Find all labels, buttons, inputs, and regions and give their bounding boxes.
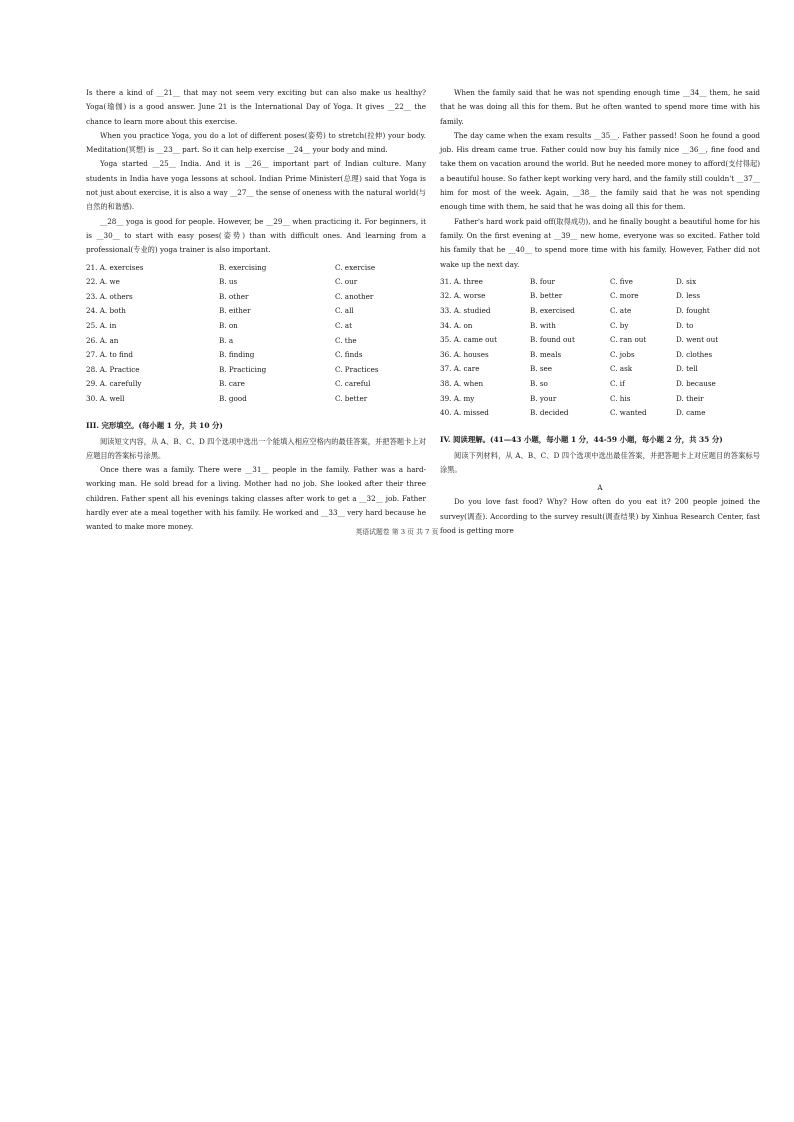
option-row (86, 348, 426, 363)
option-row (440, 304, 760, 319)
option-b: B. us (219, 277, 238, 287)
section-3-instructions: 阅读短文内容，从 A、B、C、D 四个选项中选出一个能填入相应空格内的最佳答案，并把答题卡上对应题目的答案标号涂黑。 (86, 436, 426, 460)
option-row (86, 304, 426, 319)
option-row (440, 348, 760, 363)
option-c: C. five (610, 276, 633, 286)
option-b: B. four (530, 276, 555, 286)
right-column (440, 86, 760, 538)
option-a: 26. A. an (86, 335, 119, 345)
option-a: 39. A. my (440, 393, 475, 403)
option-b: B. found out (530, 335, 575, 345)
option-a: 34. A. on (440, 320, 473, 330)
option-row (86, 275, 426, 290)
option-row (440, 392, 760, 407)
option-c: C. all (335, 306, 354, 316)
option-c: C. exercise (335, 262, 376, 272)
option-c: C. jobs (610, 349, 635, 359)
option-c: C. another (335, 291, 374, 301)
option-c: C. better (335, 393, 368, 403)
option-d: D. went out (676, 335, 719, 345)
option-d: D. fought (676, 306, 710, 316)
yoga-paragraph-1: Is there a kind of __21__ that may not seem very exciting but can also make us healthy? Yoga(瑜伽) is a good answer. June 21 is the International Day of Yoga. It gives __22__ the chance to learn more about this exercise. (86, 88, 426, 126)
option-b: B. care (219, 379, 245, 389)
option-b: B. finding (219, 350, 255, 360)
option-b: B. a (219, 335, 234, 345)
option-b: B. so (530, 379, 548, 389)
option-b: B. see (530, 364, 553, 374)
option-c: C. more (610, 291, 639, 301)
option-c: C. Practices (335, 364, 379, 374)
option-a: 24. A. both (86, 306, 126, 316)
options-31-40 (440, 275, 760, 421)
family-paragraph-3: The day came when the exam results __35__. Father passed! Soon he found a good job. His dream came true. Father could now buy his family nice __36__, fine food and take them on vacation around the world. But he needed more money to afford(支付得起) a beautiful house. So father kept working very hard, and the family still couldn't __37__ him for most of the week. Again, __38__ the family said that he was not spending enough time with them, he said that he was doing all this for them. (440, 130, 760, 212)
option-c: C. the (335, 335, 357, 345)
option-b: B. meals (530, 349, 562, 359)
option-b: B. Practicing (219, 364, 267, 374)
option-a: 36. A. houses (440, 349, 489, 359)
option-d: D. came (676, 408, 706, 418)
section-4-instructions: 阅读下列材料，从 A、B、C、D 四个选项中选出最佳答案，并把答题卡上对应题目的答案标号涂黑。 (440, 450, 760, 475)
option-d: D. clothes (676, 349, 713, 359)
option-row (440, 275, 760, 290)
option-a: 32. A. worse (440, 291, 486, 301)
option-b: B. better (530, 291, 563, 301)
option-d: D. six (676, 276, 697, 286)
options-21-30 (86, 261, 426, 407)
yoga-paragraph-3: Yoga started __25__ India. And it is __26__ important part of Indian culture. Many students in India have yoga lessons at school. Indian Prime Minister(总理) said that Yoga is not just about exercise, it is also a way __27__ the sense of oneness with the natural world(与自然的和谐感). (86, 159, 426, 212)
option-a: 25. A. in (86, 320, 117, 330)
option-d: D. their (676, 393, 704, 403)
option-b: B. exercised (530, 306, 575, 316)
option-a: 27. A. to find (86, 350, 133, 360)
yoga-paragraph-4: __28__ yoga is good for people. However, be __29__ when practicing it. For beginners, it is __30__ to start with easy poses(姿势) than with difficult ones. And learning from a professional(专业的) yoga trainer is also important. (86, 216, 426, 255)
option-b: B. other (219, 291, 249, 301)
section-3-heading: III. 完形填空。(每小题 1 分，共 10 分) (86, 420, 223, 430)
family-paragraph-1: Once there was a family. There were __31__ people in the family. Father was a hard-working man. He sold bread for a living. Mother had no job. She looked after their three children. Father spent all his evenings taking classes after work to get a __32__ job. Father hardly ever ate a meal together with his family. He worked and __33__ very hard because he wanted to make more money. (86, 465, 426, 532)
fast-food-paragraph: Do you love fast food? Why? How often do you eat it? 200 people joined the survey(调查). According to the survey result(调查结果) by Xinhua Research Center, fast food is getting more (440, 497, 760, 535)
section-4-heading: IV. 阅读理解。(41—43 小题，每小题 1 分，44-59 小题，每小题 2 分，共 35 分) (440, 434, 723, 444)
option-a: 37. A. care (440, 364, 480, 374)
option-c: C. careful (335, 379, 371, 389)
option-c: C. finds (335, 350, 363, 360)
option-b: B. with (530, 320, 556, 330)
option-row (440, 406, 760, 421)
option-row (440, 289, 760, 304)
option-row (86, 363, 426, 378)
option-d: D. to (676, 320, 694, 330)
option-a: 30. A. well (86, 393, 125, 403)
option-a: 33. A. studied (440, 306, 491, 316)
option-c: C. ate (610, 306, 632, 316)
option-c: C. ran out (610, 335, 647, 345)
option-c: C. wanted (610, 408, 647, 418)
option-a: 31. A. three (440, 276, 483, 286)
option-row (86, 392, 426, 407)
option-d: D. because (676, 379, 716, 389)
passage-label: A (597, 483, 603, 493)
option-a: 28. A. Practice (86, 364, 140, 374)
option-a: 38. A. when (440, 379, 484, 389)
option-b: B. exercising (219, 262, 267, 272)
option-b: B. your (530, 393, 557, 403)
option-c: C. at (335, 320, 352, 330)
option-row (86, 334, 426, 349)
option-b: B. good (219, 393, 247, 403)
option-a: 29. A. carefully (86, 379, 142, 389)
option-row (86, 290, 426, 305)
option-c: C. his (610, 393, 631, 403)
family-paragraph-2: When the family said that he was not spending enough time __34__ them, he said that he was doing all this for them. But he often wanted to spend more time with his family. (440, 88, 760, 126)
option-d: D. tell (676, 364, 698, 374)
option-c: C. if (610, 379, 625, 389)
option-row (440, 362, 760, 377)
option-a: 22. A. we (86, 277, 120, 287)
option-b: B. on (219, 320, 238, 330)
option-row (86, 319, 426, 334)
option-row (440, 333, 760, 348)
option-row (440, 319, 760, 334)
option-a: 23. A. others (86, 291, 133, 301)
option-a: 35. A. came out (440, 335, 497, 345)
left-column (86, 86, 426, 535)
option-b: B. either (219, 306, 251, 316)
option-row (86, 377, 426, 392)
option-b: B. decided (530, 408, 569, 418)
option-c: C. by (610, 320, 629, 330)
option-a: 21. A. exercises (86, 262, 144, 272)
page-footer: 英语试题卷 第 3 页 共 7 页 (355, 528, 439, 536)
option-d: D. less (676, 291, 701, 301)
yoga-paragraph-2: When you practice Yoga, you do a lot of different poses(姿势) to stretch(拉伸) your body. Meditation(冥想) is __23__ part. So it can help exercise __24__ your body and mind. (86, 130, 426, 155)
option-c: C. ask (610, 364, 633, 374)
family-paragraph-4: Father's hard work paid off(取得成功), and he finally bought a beautiful home for his family. On the first evening at __39__ new home, everyone was so excited. Father told his family that he __40__ to spend more time with his family. However, Father did not wake up the next day. (440, 216, 760, 269)
option-row (86, 261, 426, 276)
option-c: C. our (335, 277, 358, 287)
option-a: 40. A. missed (440, 408, 489, 418)
option-row (440, 377, 760, 392)
